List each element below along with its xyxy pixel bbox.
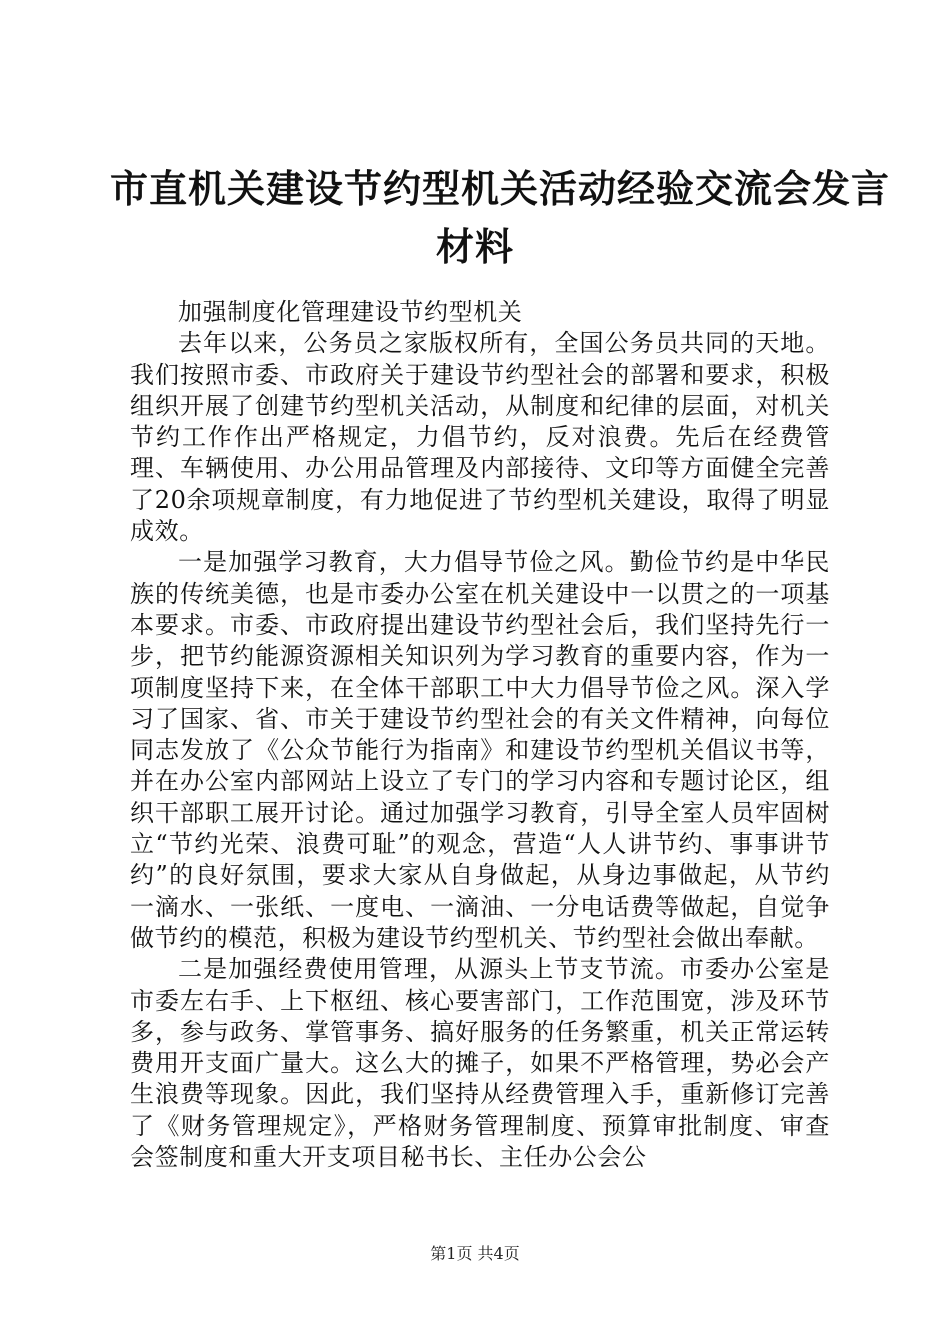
title-line-1: 市直机关建设节约型机关活动经验交流会发言 [110,167,891,211]
section-heading: 加强制度化管理建设节约型机关 [178,298,523,326]
body-paragraph-one: 一是加强学习教育，大力倡导节俭之风。勤俭节约是中华民族的传统美德，也是市委办公室在机关建设中一以贯之的一项基本要求。市委、市政府提出建设节约型社会后，我们坚持先行一步，把节约能源资源相关知识列为学习教育的重要内容，作为一项制度坚持下来，在全体干部职工中大力倡导节俭之风。深入学习了国家、省、市关于建设节约型社会的有关文件精神，向每位同志发放了《公众节能行为指南》和建设节约型机关倡议书等，并在办公室内部网站上设立了专门的学习内容和专题讨论区，组织干部职工展开讨论。通过加强学习教育，引导全室人员牢固树立“节约光荣、浪费可耻”的观念，营造“人人讲节约、事事讲节约”的良好氛围，要求大家从自身做起，从身边事做起，从节约一滴水、一张纸、一度电、一滴油、一分电话费等做起，自觉争做节约的模范，积极为建设节约型机关、节约型社会做出奉献。 [130,548,830,952]
body-paragraph-two: 二是加强经费使用管理，从源头上节支节流。市委办公室是市委左右手、上下枢纽、核心要害部门，工作范围宽，涉及环节多，参与政务、掌管事务、搞好服务的任务繁重，机关正常运转费用开支面广量大。这么大的摊子，如果不严格管理，势必会产生浪费等现象。因此，我们坚持从经费管理入手，重新修订完善了《财务管理规定》，严格财务管理制度、预算审批制度、审查会签制度和重大开支项目秘书长、主任办公会公 [130,955,830,1172]
body-paragraph-intro: 去年以来，公务员之家版权所有，全国公务员共同的天地。我们按照市委、市政府关于建设节约型社会的部署和要求，积极组织开展了创建节约型机关活动，从制度和纪律的层面，对机关节约工作作出严格规定，力倡节约，反对浪费。先后在经费管理、车辆使用、办公用品管理及内部接待、文印等方面健全完善了20余项规章制度，有力地促进了节约型机关建设，取得了明显成效。 [130,329,830,546]
document-title [110,160,891,276]
title-line-2: 材料 [435,225,514,269]
document-body [130,297,830,1173]
page-number-footer: 第1页 共4页 [430,1244,520,1263]
